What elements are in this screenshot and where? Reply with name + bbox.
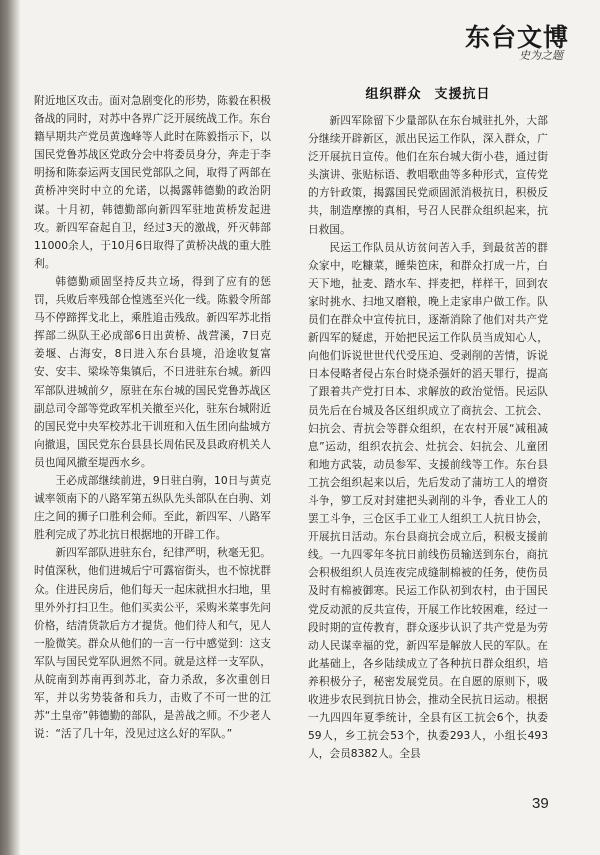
right-column xyxy=(308,84,548,795)
logo-signature: 史为之题 xyxy=(519,49,563,62)
right-paragraph: 民运工作队员从访贫问苦入手，到最贫苦的群众家中，吃糠菜，睡柴笆床，和群众打成一片，白天下地，扯麦、踏水车、拌麦把，样样干，回到农家时挑水、扫地又磨粮，晚上走家串户做工作。队员们在群众中宣传抗日，逐渐消除了他们对共产党新四军的疑虑，开始把民运工作队员当成知心人，向他们诉说世世代代受压迫、受剥削的苦情，诉说日本侵略者侵占东台时烧杀强奸的滔天罪行，提高了跟着共产党打日本、求解放的政治觉悟。民运队员先后在台城及各区组织成立了商抗会、工抗会、妇抗会、青抗会等群众组织，在农村开展“减租减息”运动，组织农抗会、灶抗会、妇抗会、儿童团和地方武装，动员参军、支援前线等工作。东台县工抗会组织起来以后，先后发动了蒲坊工人的增资斗争，箩工反对封建把头剥削的斗争，香业工人的罢工斗争，三仓区手工业工人组织工人抗日协会，开展抗日活动。东台县商抗会成立后，积极支援前线。一九四零年冬抗日前线伤员输送到东台，商抗会积极组织人员连夜完成缝制棉被的任务，使伤员及时有棉被御寒。民运工作队初到农村，由于国民党反动派的反共宣传，开展工作比较困难，经过一段时期的宣传教育，群众逐步认识了共产党是为劳动人民谋幸福的党，新四军是解放人民的军队。在此基础上，各乡陆续成立了各种抗日群众组织，培养积极分子，秘密发展党员。在自愿的原则下，吸收进步农民到抗日协会，推动全民抗日运动。根据一九四四年夏季统计，全县有区工抗会6个，执委59人，乡工抗会53个，执委293人，小组长493人，会员8382人。全县 xyxy=(308,240,548,761)
left-paragraph: 王必成部继续前进，9日驻白驹，10日与黄克诚率领南下的八路军第五纵队先头部队在白驹、刘庄之间的狮子口胜利会师。至此，新四军、八路军胜利完成了苏北抗日根据地的开辟工作。 xyxy=(34,473,271,542)
left-paragraph: 韩德勤顽固坚持反共立场，得到了应有的惩罚，兵败后率残部仓惶逃至兴化一线。陈毅令所部马不停蹄挥戈北上，乘胜追击残敌。新四军苏北指挥部二纵队王必成部6日出黄桥、战营溪，7日克姜堰、占海安，8日进入东台县境，沿途收复富安、安丰、梁垛等集镇后，不日进驻东台城。新四军部队进城前夕，原驻在东台城的国民党鲁苏战区副总司令部等党政军机关撤至兴化，驻东台城附近的国民党中央军校苏北干训班和入伍生团向盐城方向撤退，国民党东台县县长周佑民及县政府机关人员也闻风撤至堤西水乡。 xyxy=(34,274,271,469)
section-title-part2: 支援抗日 xyxy=(434,87,491,102)
page-number: 39 xyxy=(532,795,549,812)
left-column xyxy=(34,92,271,795)
section-title xyxy=(308,84,548,106)
left-paragraph: 新四军部队进驻东台，纪律严明，秋毫无犯。时值深秋，他们进城后宁可露宿街头，也不惊扰群众。住进民房后，他们每天一起床就担水扫地，里里外外打扫卫生。他们买卖公平，采购米菜事先问价格，结清货款后方才提货。他们待人和气，见人一脸微笑。群众从他们的一言一行中感觉到：这支军队与国民党军队迥然不同。就是这样一支军队，从皖南到苏南再到苏北，奋力杀敌，多次重创日军，并以劣势装备和兵力，击败了不可一世的江苏“土皇帝”韩德勤的部队，是善战之师。不少老人说：“活了几十年，没见过这么好的军队。” xyxy=(34,546,271,741)
left-paragraph: 附近地区攻击。面对急剧变化的形势，陈毅在积极备战的同时，对苏中各界广泛开展统战工作。东台籍早期共产党员黄逸峰等人此时在陈毅指示下，以国民党鲁苏战区党政分会中将委员身分，奔走于李明扬和陈泰运两支国民党部队之间，取得了两部在黄桥冲突时中立的允诺，以揭露韩德勤的政治阴谋。十月初，韩德勤部向新四军驻地黄桥发起进攻。新四军奋起自卫，经过3天的激战，歼灭韩部11000余人，于10月6日取得了黄桥决战的重大胜利。 xyxy=(34,94,271,270)
logo-title: 东台文博 xyxy=(465,23,570,52)
section-title-part1: 组织群众 xyxy=(365,87,422,102)
page-binding-shadow xyxy=(0,0,20,855)
right-paragraph: 新四军除留下少量部队在东台城驻扎外，大部分继续开辟新区，派出民运工作队，深入群众，广泛开展抗日宣传。他们在东台城大街小巷，通过街头演讲、张贴标语、教唱歌曲等多种形式，宣传党的方针政策，揭露国民党顽固派消极抗日，积极反共，制造摩擦的真相，号召人民群众组织起来，抗日救国。 xyxy=(308,114,548,236)
header-logo xyxy=(465,18,590,73)
